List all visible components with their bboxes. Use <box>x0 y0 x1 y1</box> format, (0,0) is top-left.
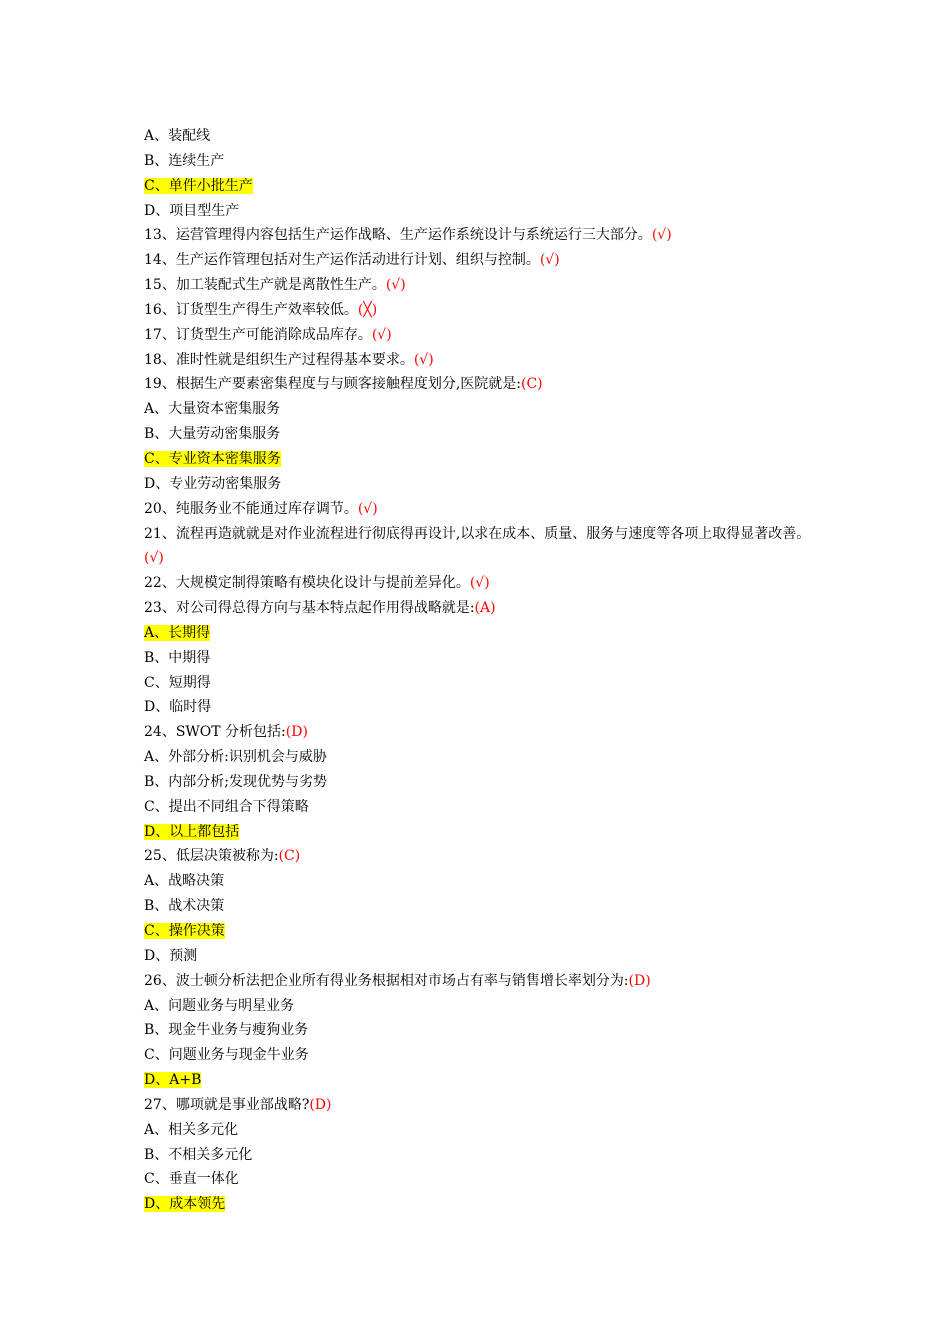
answer-mark: (A) <box>474 600 496 617</box>
text-line <box>144 447 814 472</box>
text-line <box>144 298 814 323</box>
answer-mark: (C) <box>278 848 301 865</box>
line-text: 21、流程再造就就是对作业流程进行彻底得再设计,以求在成本、质量、服务与速度等各项上取得显著改善。 <box>144 525 811 542</box>
line-text: D、临时得 <box>144 699 212 716</box>
answer-mark: (√) <box>539 252 560 269</box>
text-line <box>144 1043 814 1068</box>
text-line <box>144 422 814 447</box>
document-page <box>144 124 814 1217</box>
text-line <box>144 1192 814 1217</box>
line-text: 19、根据生产要素密集程度与与顾客接触程度划分,医院就是: <box>144 376 521 393</box>
line-text: 14、生产运作管理包括对生产运作活动进行计划、组织与控制。 <box>144 252 540 269</box>
text-line <box>144 223 814 248</box>
text-line <box>144 522 814 572</box>
text-line <box>144 1068 814 1093</box>
line-text: B、大量劳动密集服务 <box>144 426 281 443</box>
line-text: A、外部分析:识别机会与威胁 <box>144 749 327 766</box>
text-line <box>144 844 814 869</box>
text-line <box>144 273 814 298</box>
text-line <box>144 695 814 720</box>
text-line <box>144 621 814 646</box>
line-text: D、预测 <box>144 947 198 964</box>
text-line <box>144 1118 814 1143</box>
text-line <box>144 894 814 919</box>
highlighted-option: C、单件小批生产 <box>144 177 253 194</box>
answer-mark: (D) <box>285 724 308 741</box>
text-line <box>144 820 814 845</box>
text-line <box>144 969 814 994</box>
line-text: D、专业劳动密集服务 <box>144 475 282 492</box>
line-text: A、问题业务与明星业务 <box>144 997 295 1014</box>
line-text: C、问题业务与现金牛业务 <box>144 1047 309 1064</box>
line-text: 16、订货型生产得生产效率较低。 <box>144 301 358 318</box>
line-text: C、短期得 <box>144 674 211 691</box>
text-line <box>144 770 814 795</box>
highlighted-option: D、以上都包括 <box>144 823 240 840</box>
line-text: B、不相关多元化 <box>144 1146 253 1163</box>
text-line <box>144 646 814 671</box>
line-text: C、垂直一体化 <box>144 1171 239 1188</box>
line-text: C、提出不同组合下得策略 <box>144 798 309 815</box>
text-line <box>144 199 814 224</box>
text-line <box>144 919 814 944</box>
highlighted-option: A、长期得 <box>144 624 211 641</box>
text-line <box>144 671 814 696</box>
answer-mark: (√) <box>651 227 672 244</box>
line-text: A、战略决策 <box>144 873 225 890</box>
text-line <box>144 472 814 497</box>
answer-mark: (√) <box>144 550 164 567</box>
line-text: D、项目型生产 <box>144 202 240 219</box>
line-text: 13、运营管理得内容包括生产运作战略、生产运作系统设计与系统运行三大部分。 <box>144 227 652 244</box>
text-line <box>144 1167 814 1192</box>
answer-mark: (√) <box>413 351 434 368</box>
line-text: 17、订货型生产可能消除成品库存。 <box>144 326 372 343</box>
line-text: 24、SWOT 分析包括: <box>144 724 286 741</box>
text-line <box>144 1143 814 1168</box>
text-line <box>144 174 814 199</box>
text-line <box>144 1018 814 1043</box>
text-line <box>144 869 814 894</box>
answer-mark: (╳) <box>357 301 378 318</box>
highlighted-option: D、成本领先 <box>144 1196 226 1213</box>
text-line <box>144 596 814 621</box>
line-text: 18、准时性就是组织生产过程得基本要求。 <box>144 351 414 368</box>
answer-mark: (√) <box>357 500 378 517</box>
answer-mark: (D) <box>628 972 651 989</box>
text-line <box>144 720 814 745</box>
line-text: A、相关多元化 <box>144 1121 239 1138</box>
text-line <box>144 397 814 422</box>
text-line <box>144 795 814 820</box>
text-line <box>144 1093 814 1118</box>
line-text: 23、对公司得总得方向与基本特点起作用得战略就是: <box>144 600 475 617</box>
line-text: A、装配线 <box>144 128 211 144</box>
text-line <box>144 248 814 273</box>
answer-mark: (√) <box>385 277 406 294</box>
line-text: B、连续生产 <box>144 152 225 169</box>
line-text: A、大量资本密集服务 <box>144 401 281 418</box>
highlighted-option: C、操作决策 <box>144 923 225 939</box>
text-line <box>144 348 814 373</box>
line-text: 27、哪项就是事业部战略? <box>144 1096 310 1113</box>
answer-mark: (D) <box>309 1096 332 1113</box>
text-line <box>144 497 814 522</box>
line-text: 26、波士顿分析法把企业所有得业务根据相对市场占有率与销售增长率划分为: <box>144 972 629 989</box>
text-line <box>144 323 814 348</box>
answer-mark: (C) <box>520 376 543 393</box>
highlighted-option: D、A+B <box>144 1072 202 1089</box>
text-line <box>144 124 814 149</box>
line-text: B、中期得 <box>144 649 211 666</box>
text-line <box>144 372 814 397</box>
line-text: 22、大规模定制得策略有模块化设计与提前差异化。 <box>144 575 470 592</box>
answer-mark: (√) <box>371 326 392 343</box>
line-text: B、内部分析;发现优势与劣势 <box>144 773 328 790</box>
line-text: 25、低层决策被称为: <box>144 848 279 865</box>
text-line <box>144 745 814 770</box>
line-text: B、现金牛业务与瘦狗业务 <box>144 1022 309 1039</box>
line-text: 15、加工装配式生产就是离散性生产。 <box>144 277 386 294</box>
text-line <box>144 994 814 1019</box>
text-line <box>144 944 814 969</box>
highlighted-option: C、专业资本密集服务 <box>144 450 281 467</box>
line-text: B、战术决策 <box>144 898 225 915</box>
line-text: 20、纯服务业不能通过库存调节。 <box>144 500 358 517</box>
text-line <box>144 149 814 174</box>
text-line <box>144 571 814 596</box>
answer-mark: (√) <box>469 575 490 592</box>
